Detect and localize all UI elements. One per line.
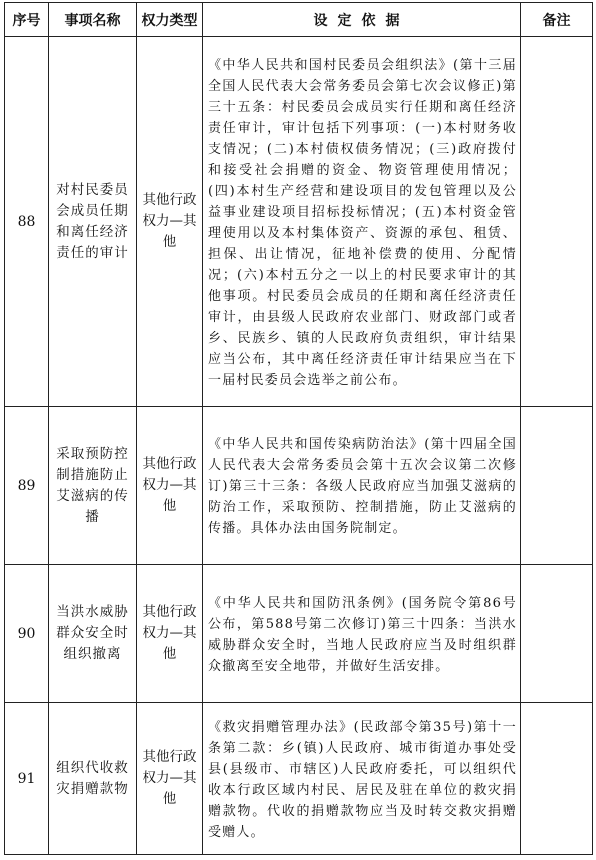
table-row [5, 37, 593, 407]
note-cell [521, 37, 593, 407]
row-number: 89 [5, 407, 49, 565]
power-type: 其他行政权力—其他 [137, 703, 203, 855]
legal-basis: 《中华人民共和国防汛条例》(国务院令第86号公布，第588号第二次修订)第三十四条：当洪水威胁群众安全时，当地人民政府应当及时组织群众撤离至安全地带，并做好生活安排。 [203, 565, 521, 703]
note-cell [521, 703, 593, 855]
table-header-row [5, 3, 593, 37]
matter-name: 采取预防控制措施防止艾滋病的传播 [49, 407, 137, 565]
matters-table [4, 2, 593, 855]
header-note: 备注 [521, 3, 593, 37]
matter-name: 当洪水威胁群众安全时组织撤离 [49, 565, 137, 703]
header-name: 事项名称 [49, 3, 137, 37]
header-no: 序号 [5, 3, 49, 37]
matter-name: 组织代收救灾捐赠款物 [49, 703, 137, 855]
note-cell [521, 565, 593, 703]
row-number: 91 [5, 703, 49, 855]
header-type: 权力类型 [137, 3, 203, 37]
table-row [5, 703, 593, 855]
row-number: 88 [5, 37, 49, 407]
power-type: 其他行政权力—其他 [137, 37, 203, 407]
table-row [5, 407, 593, 565]
table-row [5, 565, 593, 703]
legal-basis: 《中华人民共和国村民委员会组织法》(第十三届全国人民代表大会常务委员会第七次会议修正)第三十五条：村民委员会成员实行任期和离任经济责任审计，审计包括下列事项：(一)本村财务收支情况；(二)本村债权债务情况；(三)政府拨付和接受社会捐赠的资金、物资管理使用情况；(四)本村生产经营和建设项目的发包管理以及公益事业建设项目招标投标情况；(五)本村资金管理使用以及本村集体资产、资源的承包、租赁、担保、出让情况，征地补偿费的使用、分配情况；(六)本村五分之一以上的村民要求审计的其他事项。村民委员会成员的任期和离任经济责任审计，由县级人民政府农业部门、财政部门或者乡、民族乡、镇的人民政府负责组织，审计结果应当公布，其中离任经济责任审计结果应当在下一届村民委员会选举之前公布。 [203, 37, 521, 407]
power-type: 其他行政权力—其他 [137, 565, 203, 703]
matter-name: 对村民委员会成员任期和离任经济责任的审计 [49, 37, 137, 407]
legal-basis: 《中华人民共和国传染病防治法》(第十四届全国人民代表大会常务委员会第十五次会议第二次修订)第三十三条：各级人民政府应当加强艾滋病的防治工作，采取预防、控制措施，防止艾滋病的传播。具体办法由国务院制定。 [203, 407, 521, 565]
note-cell [521, 407, 593, 565]
power-type: 其他行政权力—其他 [137, 407, 203, 565]
legal-basis: 《救灾捐赠管理办法》(民政部令第35号)第十一条第二款：乡(镇)人民政府、城市街道办事处受县(县级市、市辖区)人民政府委托，可以组织代收本行政区域内村民、居民及驻在单位的救灾捐赠款物。代收的捐赠款物应当及时转交救灾捐赠受赠人。 [203, 703, 521, 855]
header-basis: 设定依据 [203, 3, 521, 37]
row-number: 90 [5, 565, 49, 703]
